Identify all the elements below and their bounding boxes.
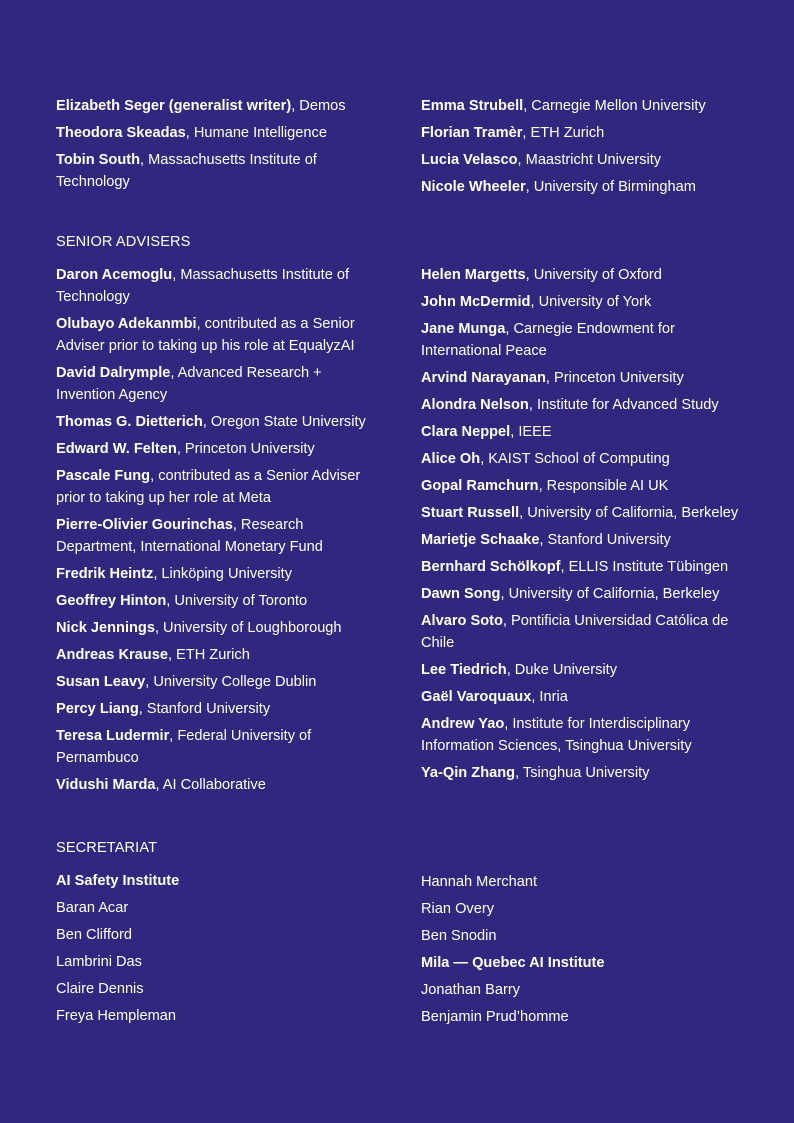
person-name: Lambrini Das: [56, 954, 142, 970]
person-name: Lucia Velasco: [421, 152, 518, 168]
person-affiliation: , University of Toronto: [166, 593, 308, 609]
person-name: Baran Acar: [56, 900, 129, 916]
person-name: Andreas Krause: [56, 647, 168, 663]
person-affiliation: , ELLIS Institute Tübingen: [560, 559, 729, 575]
person-entry: [56, 617, 378, 639]
secretariat-right-column: [421, 871, 751, 1033]
person-name: Elizabeth Seger (generalist writer): [56, 98, 292, 114]
person-affiliation: , Massachusetts Institute of Technology: [56, 267, 350, 305]
person-name: Percy Liang: [56, 701, 139, 717]
person-name: John McDermid: [421, 294, 531, 310]
person-name: Olubayo Adekanmbi: [56, 316, 197, 332]
senior-advisers-left-column: [56, 264, 378, 801]
person-entry: [56, 362, 378, 406]
person-name: Geoffrey Hinton: [56, 593, 167, 609]
person-entry: [421, 659, 751, 681]
person-name: Arvind Narayanan: [421, 370, 546, 386]
person-entry: [56, 465, 378, 509]
person-name: Thomas G. Dietterich: [56, 414, 203, 430]
person-name: Theodora Skeadas: [56, 125, 186, 141]
person-name: Bernhard Schölkopf: [421, 559, 561, 575]
person-name: Nicole Wheeler: [421, 179, 526, 195]
person-affiliation: , Princeton University: [176, 441, 315, 457]
person-affiliation: , University of Loughborough: [154, 620, 342, 636]
person-name: Rian Overy: [421, 901, 494, 917]
person-name: Lee Tiedrich: [421, 662, 507, 678]
person-affiliation: , Massachusetts Institute of Technology: [56, 152, 317, 190]
person-name: Jane Munga: [421, 321, 506, 337]
person-name: Emma Strubell: [421, 98, 524, 114]
person-affiliation: , Duke University: [506, 662, 617, 678]
person-name: Alondra Nelson: [421, 397, 529, 413]
person-entry: [56, 590, 378, 612]
person-entry: [421, 367, 751, 389]
person-name: Benjamin Prud’homme: [421, 1009, 569, 1025]
person-entry: [421, 475, 751, 497]
person-entry: [56, 122, 378, 144]
person-entry: [421, 529, 751, 551]
person-affiliation: , Humane Intelligence: [185, 125, 327, 141]
person-entry: [56, 563, 378, 585]
person-entry: [56, 411, 378, 433]
person-entry: [56, 671, 378, 693]
person-entry: [56, 438, 378, 460]
person-entry: [421, 448, 751, 470]
person-affiliation: , AI Collaborative: [155, 777, 266, 793]
person-affiliation: , Stanford University: [539, 532, 671, 548]
person-affiliation: , Princeton University: [545, 370, 684, 386]
person-affiliation: , Federal University of Pernambuco: [56, 728, 312, 766]
organization-name: AI Safety Institute: [56, 873, 180, 889]
person-name: Teresa Ludermir: [56, 728, 170, 744]
person-entry: [56, 95, 378, 117]
person-entry: [56, 313, 378, 357]
person-name: Gaël Varoquaux: [421, 689, 532, 705]
person-name: Alice Oh: [421, 451, 481, 467]
person-affiliation: , Responsible AI UK: [538, 478, 669, 494]
person-affiliation: , KAIST School of Computing: [480, 451, 670, 467]
person-name: Freya Hempleman: [56, 1008, 177, 1024]
person-name: Clara Neppel: [421, 424, 511, 440]
person-affiliation: , Inria: [531, 689, 568, 705]
person-affiliation: , Carnegie Mellon University: [523, 98, 706, 114]
person-affiliation: , Institute for Advanced Study: [528, 397, 719, 413]
person-affiliation: , Demos: [291, 98, 346, 114]
person-entry: [421, 421, 751, 443]
person-name: Hannah Merchant: [421, 874, 538, 890]
person-affiliation: , University of California, Berkeley: [519, 505, 739, 521]
person-name: Edward W. Felten: [56, 441, 177, 457]
person-name: Ya-Qin Zhang: [421, 765, 516, 781]
person-entry: [56, 774, 378, 796]
person-name: Helen Margetts: [421, 267, 526, 283]
person-name: Alvaro Soto: [421, 613, 503, 629]
writers-right-column: [421, 95, 751, 203]
person-name: Daron Acemoglu: [56, 267, 173, 283]
person-affiliation: , Stanford University: [138, 701, 271, 717]
person-entry: [421, 149, 751, 171]
person-affiliation: , University of York: [530, 294, 652, 310]
person-name: David Dalrymple: [56, 365, 171, 381]
person-affiliation: , Oregon State University: [202, 414, 366, 430]
person-name: Fredrik Heintz: [56, 566, 154, 582]
person-affiliation: , contributed as a Senior Adviser prior to taking up her role at Meta: [56, 468, 361, 506]
person-name: Florian Tramèr: [421, 125, 523, 141]
person-affiliation: , University College Dublin: [145, 674, 317, 690]
organization-name: Mila — Quebec AI Institute: [421, 955, 605, 971]
person-affiliation: , University of California, Berkeley: [500, 586, 720, 602]
person-entry: [421, 291, 751, 313]
person-name: Ben Clifford: [56, 927, 132, 943]
person-name: Vidushi Marda: [56, 777, 156, 793]
person-affiliation: , contributed as a Senior Adviser prior to taking up his role at EqualyzAI: [56, 316, 355, 354]
person-name: Pierre-Olivier Gourinchas: [56, 517, 233, 533]
person-entry: [56, 698, 378, 720]
person-affiliation: , University of Oxford: [525, 267, 662, 283]
person-entry: [421, 264, 751, 286]
person-name: Gopal Ramchurn: [421, 478, 539, 494]
person-affiliation: , Research Department, International Monetary Fund: [56, 517, 323, 555]
person-entry: [56, 644, 378, 666]
person-name: Stuart Russell: [421, 505, 520, 521]
person-affiliation: , Advanced Research + Invention Agency: [56, 365, 322, 403]
person-entry: [421, 686, 751, 708]
person-entry: [421, 95, 751, 117]
senior-advisers-heading: SENIOR ADVISERS: [56, 234, 191, 250]
senior-advisers-right-column: [421, 264, 751, 789]
person-entry: [421, 713, 751, 757]
person-entry: [421, 583, 751, 605]
person-entry: [421, 394, 751, 416]
person-affiliation: , University of Birmingham: [525, 179, 696, 195]
person-affiliation: , Linköping University: [153, 566, 293, 582]
person-entry: [56, 264, 378, 308]
person-affiliation: , Pontificia Universidad Católica de Chile: [421, 613, 729, 651]
person-entry: [56, 725, 378, 769]
person-entry: [421, 556, 751, 578]
person-name: Marietje Schaake: [421, 532, 540, 548]
person-affiliation: , Tsinghua University: [515, 765, 650, 781]
person-entry: [56, 514, 378, 558]
person-entry: [56, 149, 378, 193]
person-name: Susan Leavy: [56, 674, 146, 690]
secretariat-left-column: [56, 870, 378, 1032]
person-entry: [421, 318, 751, 362]
person-name: Pascale Fung: [56, 468, 151, 484]
person-name: Claire Dennis: [56, 981, 144, 997]
person-name: Nick Jennings: [56, 620, 155, 636]
person-affiliation: , IEEE: [510, 424, 552, 440]
person-affiliation: , ETH Zurich: [522, 125, 605, 141]
person-name: Dawn Song: [421, 586, 501, 602]
person-entry: [421, 610, 751, 654]
person-affiliation: , Carnegie Endowment for International Peace: [421, 321, 675, 359]
secretariat-heading: SECRETARIAT: [56, 840, 158, 856]
person-entry: [421, 762, 751, 784]
person-affiliation: , ETH Zurich: [167, 647, 250, 663]
person-name: Jonathan Barry: [421, 982, 520, 998]
writers-left-column: [56, 95, 378, 198]
person-affiliation: , Maastricht University: [517, 152, 662, 168]
person-name: Tobin South: [56, 152, 141, 168]
person-name: Ben Snodin: [421, 928, 497, 944]
person-entry: [421, 122, 751, 144]
person-entry: [421, 502, 751, 524]
person-entry: [421, 176, 751, 198]
person-affiliation: , Institute for Interdisciplinary Information Sciences, Tsinghua University: [421, 716, 692, 754]
person-name: Andrew Yao: [421, 716, 505, 732]
